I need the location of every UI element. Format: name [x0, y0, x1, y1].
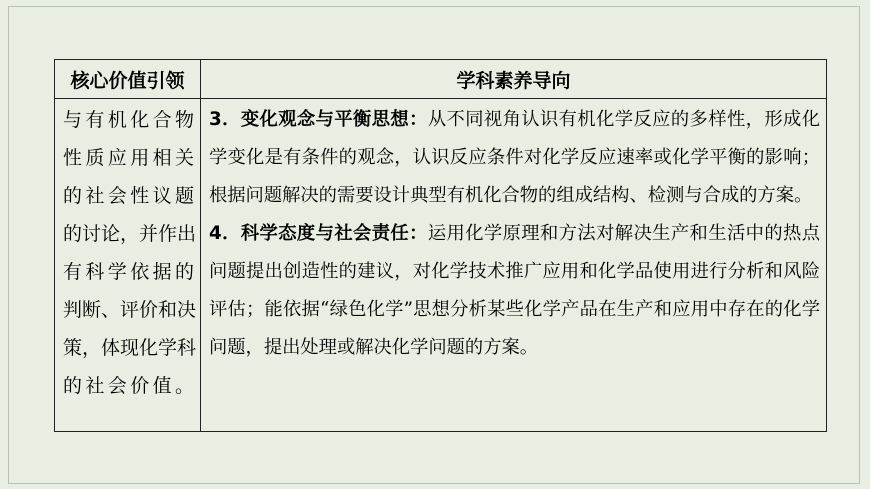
header-core-value: 核心价值引领	[55, 60, 201, 99]
core-value-cell	[55, 99, 201, 432]
item-heading: 变化观念与平衡思想：	[240, 109, 428, 130]
literacy-cell	[201, 99, 827, 432]
header-literacy-orientation: 学科素养导向	[201, 60, 827, 99]
header-row	[55, 60, 827, 99]
content-table	[54, 59, 827, 432]
core-value-line: 的讨论，并作出	[63, 223, 197, 245]
core-value-line: 有科学依据的	[63, 261, 194, 283]
core-value-line: 的社会性议题	[63, 185, 194, 207]
core-value-line: 策，体现化学科	[63, 337, 197, 359]
item-heading: 科学态度与社会责任：	[240, 223, 428, 244]
item-number: 4．	[209, 223, 241, 244]
item-number: 3．	[209, 109, 241, 130]
core-value-line: 的社会价值。	[63, 375, 194, 397]
body-row	[55, 99, 827, 432]
literacy-item	[209, 101, 820, 215]
item-text: 运用化学原理和方法对解决生产和生活中的热点问题提出创造性的建议，对化学技术推广应用和化学品使用进行分析和风险评估；能依据“绿色化学”思想分析某些化学产品在生产和应用中存在的化学问题，提出处理或解决化学问题的方案。	[209, 223, 821, 358]
core-value-line: 性质应用相关	[63, 147, 194, 169]
item-text: 从不同视角认识有机化学反应的多样性，形成化学变化是有条件的观念，认识反应条件对化学反应速率或化学平衡的影响；根据问题解决的需要设计典型有机化合物的组成结构、检测与合成的方案。	[209, 109, 821, 206]
core-value-line: 判断、评价和决	[63, 299, 197, 321]
core-value-line: 与有机化合物	[63, 109, 194, 131]
literacy-item	[209, 215, 820, 367]
